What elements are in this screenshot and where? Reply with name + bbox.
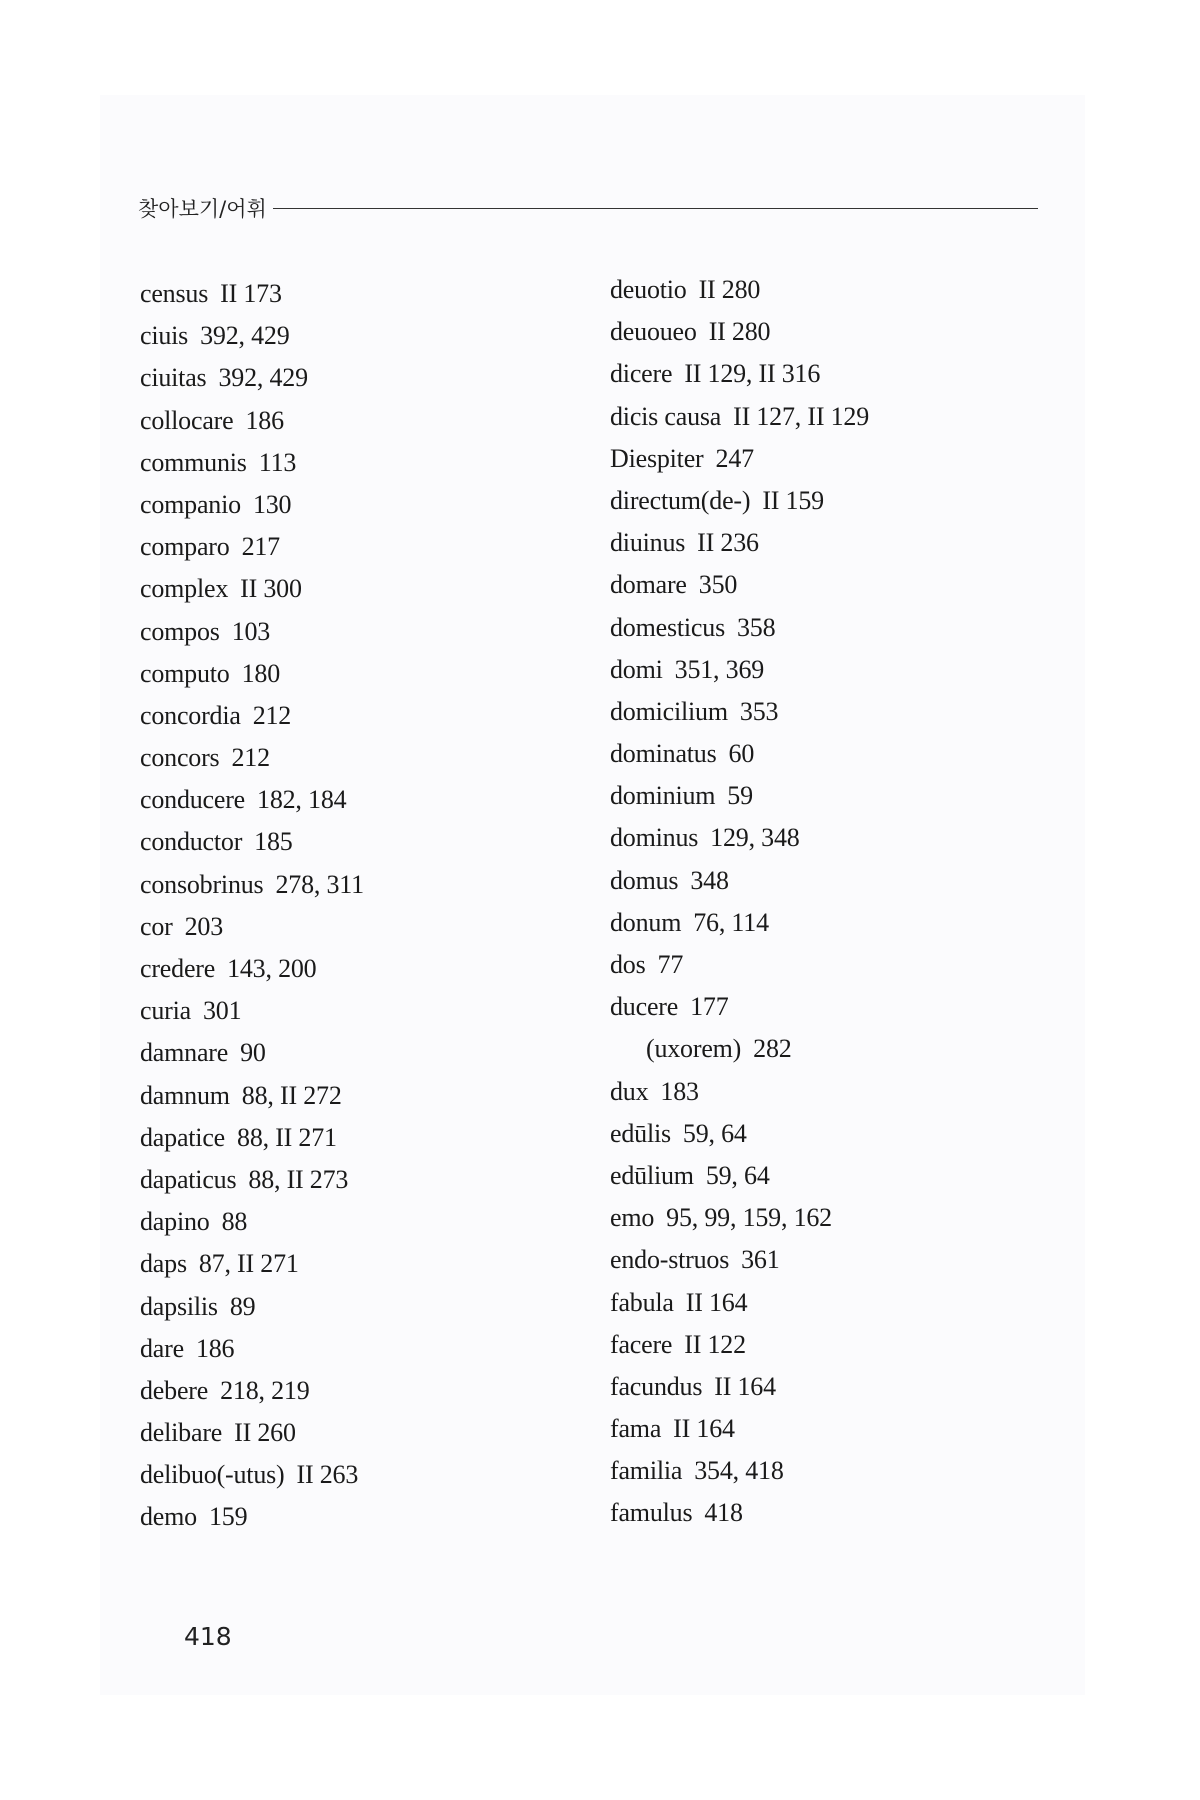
index-entry — [140, 1412, 580, 1454]
index-entry — [610, 438, 1050, 480]
index-page-refs: 392, 429 — [218, 363, 308, 393]
index-entry — [610, 1071, 1050, 1113]
index-page-refs: 103 — [231, 616, 271, 646]
index-page-refs: 217 — [241, 532, 280, 562]
index-entry — [610, 1492, 1050, 1534]
index-term: conductor — [140, 827, 243, 857]
index-term: conducere — [140, 785, 246, 815]
index-term: complex — [140, 574, 229, 604]
index-entry — [140, 273, 580, 315]
index-entry — [140, 821, 580, 863]
index-term: domi — [610, 654, 663, 684]
index-page-refs: 278, 311 — [275, 869, 364, 899]
index-page-refs: 301 — [202, 996, 242, 1026]
index-term: dare — [140, 1333, 184, 1363]
index-term: daps — [140, 1249, 187, 1279]
index-entry — [610, 396, 1050, 438]
index-entry — [610, 1239, 1050, 1281]
index-page-refs: 212 — [231, 743, 270, 773]
index-page-refs: II 263 — [296, 1460, 359, 1490]
index-entry — [140, 779, 580, 821]
index-entry — [610, 649, 1050, 691]
index-term: famulus — [610, 1498, 693, 1528]
index-page-refs: 361 — [741, 1245, 780, 1275]
index-entry — [610, 353, 1050, 395]
index-page-refs: 282 — [753, 1034, 792, 1064]
index-term: damnare — [140, 1038, 229, 1068]
header-rule — [273, 208, 1038, 209]
index-entry — [610, 1197, 1050, 1239]
index-page-refs: 113 — [258, 447, 297, 477]
index-page-refs: 90 — [240, 1038, 266, 1068]
index-entry — [610, 1113, 1050, 1155]
index-term: dominium — [610, 781, 716, 811]
index-term: emo — [610, 1203, 655, 1233]
index-entry — [140, 526, 580, 568]
index-page-refs: 186 — [195, 1333, 235, 1363]
index-entry — [140, 653, 580, 695]
index-entry — [140, 1117, 580, 1159]
index-term: directum(de-) — [610, 485, 751, 515]
index-page-refs: II 164 — [714, 1371, 776, 1401]
index-page-refs: II 280 — [708, 317, 771, 347]
index-term: concors — [140, 743, 220, 773]
index-term: fama — [610, 1414, 662, 1444]
index-term: consobrinus — [140, 869, 264, 899]
index-term: ducere — [610, 992, 679, 1022]
index-term: ciuitas — [140, 363, 207, 393]
index-term: dapino — [140, 1207, 210, 1237]
index-entry — [140, 1496, 580, 1538]
index-page-refs: 143, 200 — [227, 954, 317, 983]
index-entry — [610, 1028, 1050, 1070]
index-entry — [140, 442, 580, 484]
index-entry — [140, 484, 580, 526]
index-page-refs: 351, 369 — [674, 654, 765, 684]
index-entry — [610, 311, 1050, 353]
index-term: deuoueo — [610, 317, 697, 347]
index-term: domesticus — [610, 612, 725, 642]
index-entry — [140, 611, 580, 653]
index-page-refs: 159 — [208, 1502, 248, 1532]
index-term: comparo — [140, 532, 230, 562]
index-term: domicilium — [610, 696, 728, 726]
index-term: diuinus — [610, 528, 686, 558]
index-entry — [140, 737, 580, 779]
index-entry — [610, 1282, 1050, 1324]
index-term: dicere — [610, 359, 673, 389]
index-entry — [610, 733, 1050, 775]
page-number: 418 — [184, 1622, 232, 1651]
index-entry — [610, 775, 1050, 817]
index-term: deuotio — [610, 275, 687, 304]
index-page-refs: 218, 219 — [220, 1375, 310, 1405]
index-page-refs: 183 — [660, 1076, 699, 1106]
index-term: debere — [140, 1375, 209, 1405]
index-term: facere — [610, 1329, 673, 1359]
index-term: edūlium — [610, 1160, 694, 1190]
index-entry — [140, 357, 580, 399]
index-term: communis — [140, 447, 247, 477]
index-page-refs: 348 — [690, 865, 729, 895]
index-page-refs: 185 — [254, 827, 293, 857]
index-entry — [140, 1370, 580, 1412]
index-column-left — [140, 273, 580, 1539]
index-term: dapsilis — [140, 1291, 218, 1321]
index-page-refs: II 236 — [697, 528, 759, 558]
index-term: curia — [140, 996, 191, 1026]
index-page-refs: II 173 — [220, 279, 282, 308]
index-term: demo — [140, 1502, 197, 1532]
index-entry — [140, 1075, 580, 1117]
index-term: endo-struos — [610, 1245, 730, 1275]
index-page-refs: 203 — [184, 911, 224, 941]
index-page-refs: 177 — [690, 992, 729, 1022]
index-page-refs: 88 — [221, 1207, 248, 1237]
index-term: delibare — [140, 1418, 223, 1448]
index-term: dominus — [610, 823, 699, 853]
index-entry — [140, 906, 580, 948]
index-entry — [140, 1201, 580, 1243]
index-entry — [140, 990, 580, 1032]
index-term: dicis causa — [610, 401, 722, 431]
index-entry — [610, 986, 1050, 1028]
index-page-refs: 392, 429 — [200, 321, 290, 351]
index-entry — [140, 695, 580, 737]
index-term: census — [140, 279, 209, 308]
running-head-title: 찾아보기/어휘 — [138, 197, 267, 221]
index-entry — [610, 564, 1050, 606]
index-page-refs: 88, II 273 — [248, 1164, 349, 1194]
index-term: edūlis — [610, 1118, 671, 1148]
index-entry — [140, 1159, 580, 1201]
index-term: familia — [610, 1456, 683, 1486]
index-entry — [140, 1032, 580, 1074]
index-term: dapaticus — [140, 1164, 237, 1194]
index-column-right — [610, 269, 1050, 1535]
index-entry — [610, 860, 1050, 902]
index-term: damnum — [140, 1080, 230, 1110]
index-term: collocare — [140, 405, 234, 435]
index-entry — [610, 902, 1050, 944]
index-entry — [610, 691, 1050, 733]
index-entry — [140, 315, 580, 357]
index-entry — [610, 269, 1050, 311]
index-term: (uxorem) — [646, 1034, 742, 1064]
index-page-refs: 59, 64 — [705, 1160, 770, 1190]
index-page-refs: 59 — [727, 781, 753, 811]
index-term: ciuis — [140, 321, 189, 351]
index-term: dominatus — [610, 739, 717, 769]
index-page-refs: 186 — [245, 405, 284, 435]
index-page-refs: II 129, II 316 — [684, 359, 821, 389]
index-page-refs: 212 — [252, 700, 292, 730]
index-page-refs: 59, 64 — [682, 1118, 747, 1148]
index-page-refs: 350 — [698, 570, 738, 600]
index-entry — [140, 1328, 580, 1370]
index-entry — [140, 864, 580, 906]
index-term: dos — [610, 950, 646, 979]
index-entry — [610, 944, 1050, 986]
running-head — [138, 190, 1038, 226]
index-entry — [610, 1450, 1050, 1492]
index-entry — [610, 1324, 1050, 1366]
index-entry — [610, 1155, 1050, 1197]
index-page-refs: II 260 — [234, 1418, 296, 1448]
index-page-refs: 95, 99, 159, 162 — [666, 1203, 832, 1233]
index-term: delibuo(-utus) — [140, 1460, 285, 1490]
index-page-refs: 180 — [241, 658, 280, 688]
index-term: Diespiter — [610, 443, 704, 473]
index-page-refs: II 127, II 129 — [733, 401, 869, 431]
index-page-refs: II 164 — [673, 1414, 735, 1444]
index-term: credere — [140, 954, 216, 983]
index-term: computo — [140, 658, 230, 688]
index-term: facundus — [610, 1371, 703, 1401]
index-entry — [610, 1408, 1050, 1450]
index-page-refs: 77 — [657, 950, 684, 979]
index-entry — [140, 1454, 580, 1496]
index-term: dapatice — [140, 1122, 226, 1152]
index-page-refs: 87, II 271 — [198, 1249, 299, 1279]
index-page-refs: 89 — [229, 1291, 256, 1321]
index-term: dux — [610, 1076, 649, 1106]
index-page-refs: 418 — [704, 1498, 743, 1528]
index-page-refs: 353 — [739, 696, 779, 726]
index-entry — [610, 522, 1050, 564]
index-term: cor — [140, 911, 173, 941]
index-term: domus — [610, 865, 679, 895]
index-page-refs: 182, 184 — [257, 785, 347, 815]
index-term: concordia — [140, 700, 241, 730]
index-term: domare — [610, 570, 687, 600]
index-entry — [610, 480, 1050, 522]
index-page-refs: II 122 — [684, 1329, 746, 1359]
index-page-refs: II 159 — [762, 485, 824, 515]
index-page-refs: 247 — [715, 443, 754, 473]
index-term: fabula — [610, 1287, 674, 1317]
index-page-refs: 76, 114 — [693, 907, 769, 937]
index-entry — [610, 607, 1050, 649]
index-page-refs: 358 — [737, 612, 776, 642]
index-page-refs: 129, 348 — [710, 823, 800, 853]
index-page-refs: 88, II 272 — [241, 1080, 342, 1110]
index-term: donum — [610, 907, 682, 937]
index-page-refs: 60 — [728, 739, 755, 769]
index-entry — [140, 1286, 580, 1328]
index-page-refs: 130 — [252, 489, 292, 519]
index-entry — [140, 1243, 580, 1285]
index-term: compos — [140, 616, 220, 646]
index-entry — [140, 568, 580, 610]
index-page-refs: II 280 — [698, 275, 761, 304]
index-entry — [610, 817, 1050, 859]
index-entry — [610, 1366, 1050, 1408]
index-page-refs: 354, 418 — [694, 1456, 784, 1486]
index-page-refs: 88, II 271 — [237, 1122, 337, 1152]
index-entry — [140, 948, 580, 990]
index-page-refs: II 164 — [685, 1287, 748, 1317]
index-page-refs: II 300 — [240, 574, 302, 604]
index-entry — [140, 400, 580, 442]
index-term: companio — [140, 489, 241, 519]
